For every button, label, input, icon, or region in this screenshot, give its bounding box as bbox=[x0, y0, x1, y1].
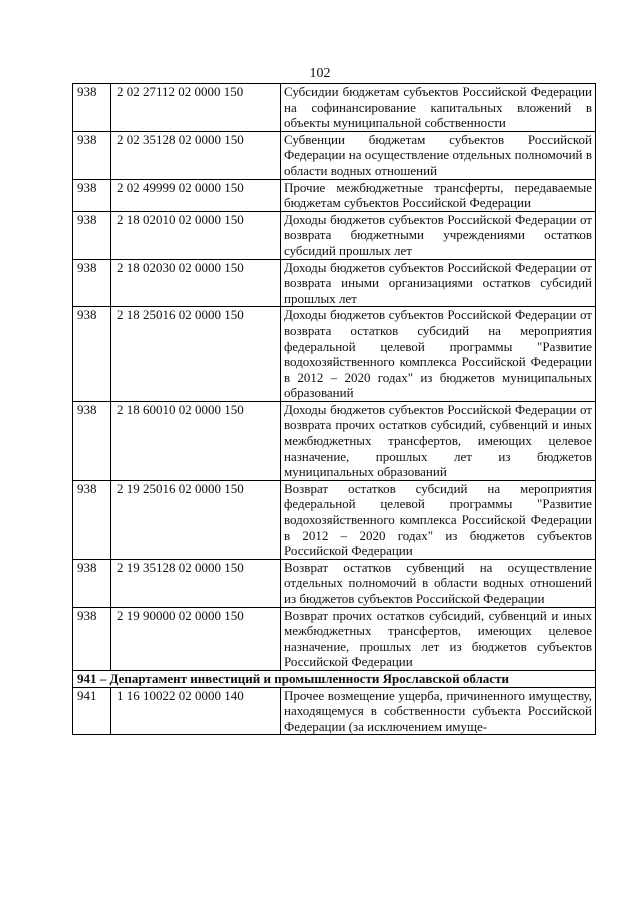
table-row bbox=[73, 179, 596, 211]
admin-code-cell: 938 bbox=[73, 211, 111, 259]
revenue-name-cell: Доходы бюджетов субъектов Российской Федерации от возврата иными организациями остатков субсидий прошлых лет bbox=[281, 259, 596, 307]
revenue-name-cell: Возврат остатков субсидий на мероприятия федеральной целевой программы "Развитие водохозяйственного комплекса Российской Федерации в 2012 – 2020 годах" из бюджетов субъектов Российской Федерации bbox=[281, 480, 596, 559]
admin-code-cell: 938 bbox=[73, 307, 111, 402]
revenue-name-cell: Субсидии бюджетам субъектов Российской Федерации на софинансирование капитальных вложений в объекты муниципальной собственности bbox=[281, 84, 596, 132]
revenue-codes-table bbox=[72, 83, 596, 735]
revenue-code-cell: 2 02 49999 02 0000 150 bbox=[111, 179, 281, 211]
revenue-name-cell: Прочие межбюджетные трансферты, передаваемые бюджетам субъектов Российской Федерации bbox=[281, 179, 596, 211]
revenue-code-cell: 2 18 02010 02 0000 150 bbox=[111, 211, 281, 259]
table-row bbox=[73, 211, 596, 259]
revenue-code-cell: 2 18 60010 02 0000 150 bbox=[111, 401, 281, 480]
table-row bbox=[73, 607, 596, 670]
section-header: 941 – Департамент инвестиций и промышленности Ярославской области bbox=[73, 670, 596, 687]
admin-code-cell: 938 bbox=[73, 607, 111, 670]
table-row bbox=[73, 480, 596, 559]
revenue-code-cell: 2 02 27112 02 0000 150 bbox=[111, 84, 281, 132]
revenue-code-cell: 2 18 25016 02 0000 150 bbox=[111, 307, 281, 402]
revenue-code-cell: 2 19 35128 02 0000 150 bbox=[111, 559, 281, 607]
admin-code-cell: 938 bbox=[73, 401, 111, 480]
admin-code-cell: 938 bbox=[73, 131, 111, 179]
admin-code-cell: 938 bbox=[73, 259, 111, 307]
table-row bbox=[73, 307, 596, 402]
admin-code-cell: 938 bbox=[73, 84, 111, 132]
revenue-code-cell: 2 18 02030 02 0000 150 bbox=[111, 259, 281, 307]
table-row bbox=[73, 401, 596, 480]
admin-code-cell: 938 bbox=[73, 559, 111, 607]
table-row bbox=[73, 131, 596, 179]
revenue-name-cell: Возврат прочих остатков субсидий, субвенций и иных межбюджетных трансфертов, имеющих целевое назначение, прошлых лет из бюджетов субъектов Российской Федерации bbox=[281, 607, 596, 670]
table-row bbox=[73, 687, 596, 735]
revenue-name-cell: Доходы бюджетов субъектов Российской Федерации от возврата прочих остатков субсидий, субвенций и иных межбюджетных трансфертов, имеющих целевое назначение, прошлых лет из бюджетов муниципальных образований bbox=[281, 401, 596, 480]
revenue-code-cell: 2 02 35128 02 0000 150 bbox=[111, 131, 281, 179]
revenue-name-cell: Доходы бюджетов субъектов Российской Федерации от возврата остатков субсидий на мероприятия федеральной целевой программы "Развитие водохозяйственного комплекса Российской Федерации в 2012 – 2020 годах" из бюджетов муниципальных образований bbox=[281, 307, 596, 402]
table-row bbox=[73, 84, 596, 132]
page-number: 102 bbox=[309, 66, 331, 81]
revenue-name-cell: Доходы бюджетов субъектов Российской Федерации от возврата бюджетными учреждениями остатков субсидий прошлых лет bbox=[281, 211, 596, 259]
revenue-name-cell: Прочее возмещение ущерба, причиненного имуществу, находящемуся в собственности субъекта Российской Федерации (за исключением имуще- bbox=[281, 687, 596, 735]
revenue-name-cell: Субвенции бюджетам субъектов Российской Федерации на осуществление отдельных полномочий в области водных отношений bbox=[281, 131, 596, 179]
revenue-code-cell: 2 19 25016 02 0000 150 bbox=[111, 480, 281, 559]
admin-code-cell: 941 bbox=[73, 687, 111, 735]
table-row bbox=[73, 559, 596, 607]
revenue-code-cell: 2 19 90000 02 0000 150 bbox=[111, 607, 281, 670]
revenue-code-cell: 1 16 10022 02 0000 140 bbox=[111, 687, 281, 735]
section-header-row bbox=[73, 670, 596, 687]
table-row bbox=[73, 259, 596, 307]
admin-code-cell: 938 bbox=[73, 179, 111, 211]
revenue-name-cell: Возврат остатков субвенций на осуществление отдельных полномочий в области водных отношений из бюджетов субъектов Российской Федерации bbox=[281, 559, 596, 607]
admin-code-cell: 938 bbox=[73, 480, 111, 559]
